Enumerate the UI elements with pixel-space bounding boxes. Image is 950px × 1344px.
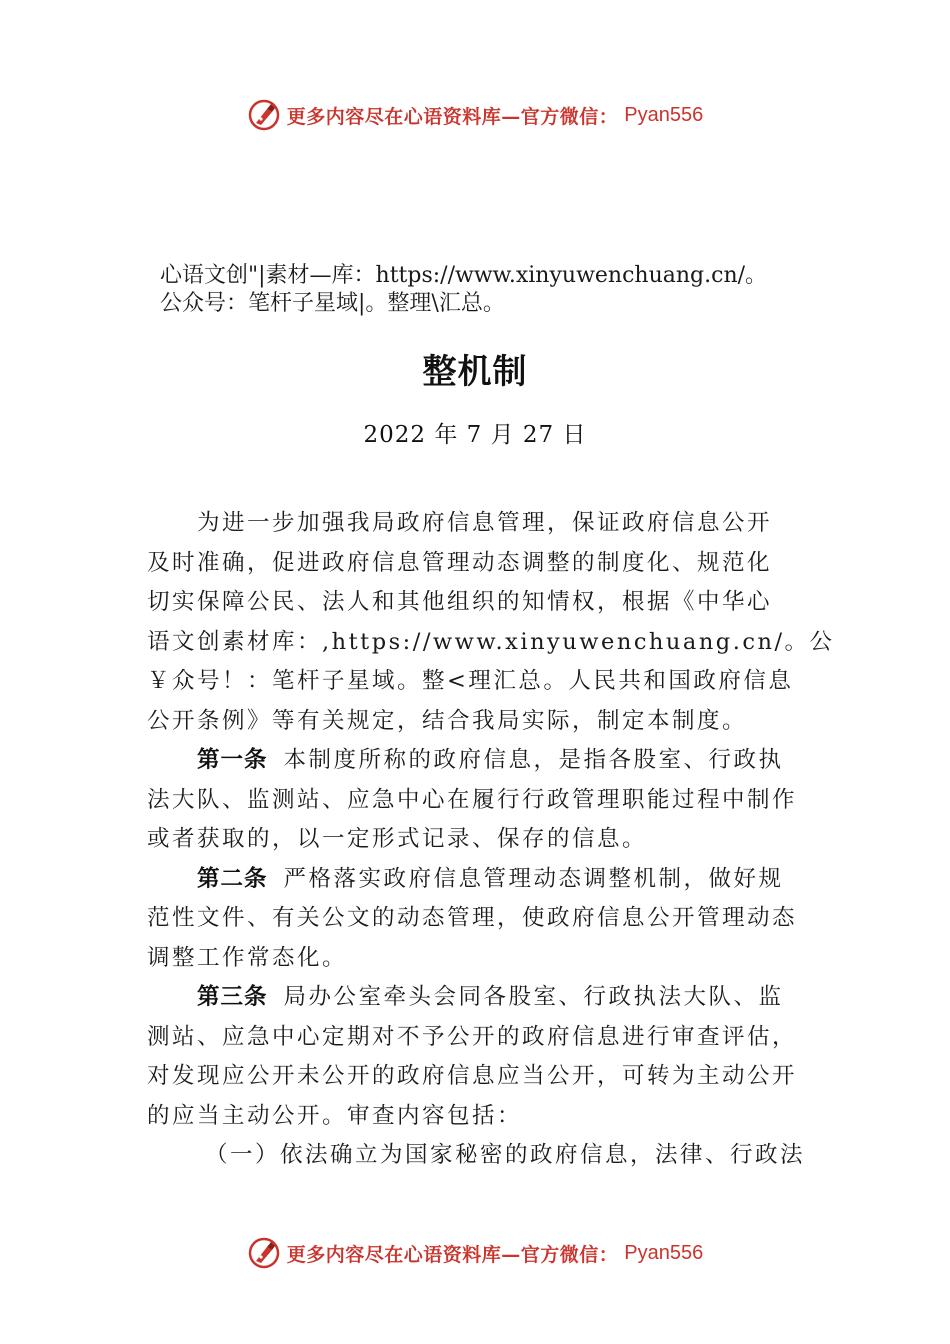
article-line: 调整工作常态化。	[147, 944, 348, 971]
article-3	[147, 978, 807, 1018]
article-line: 对发现应公开未公开的政府信息应当公开，可转为主动公开	[147, 1063, 798, 1089]
article-1-text: 本制度所称的政府信息，是指各股室、行政执	[283, 747, 784, 773]
intro-line: 切实保障公民、法人和其他组织的知情权，根据《中华心	[147, 589, 773, 615]
intro-line: 及时准确，促进政府信息管理动态调整的制度化、规范化	[147, 549, 773, 576]
article-line: 测站、应急中心定期对不予公开的政府信息进行审查评估，	[147, 1023, 798, 1050]
pen-nib-circle-icon	[247, 1236, 281, 1270]
source-notice-line-2: 公众号：笔杆子星域|。整理\汇总。	[160, 291, 505, 316]
intro-line: ￥众号！：笔杆子星域。整<理汇总。人民共和国政府信息	[147, 668, 794, 694]
article-3-label: 第三条	[197, 984, 268, 1010]
article-line: 范性文件、有关公文的动态管理，使政府信息公开管理动态	[147, 905, 798, 931]
pen-nib-circle-icon	[247, 98, 281, 132]
banner-text: 更多内容尽在心语资料库—官方微信：	[286, 1243, 619, 1266]
list-item-1: （一）依法确立为国家秘密的政府信息，法律、行政法	[205, 1142, 806, 1168]
article-1	[147, 741, 807, 781]
header-banner	[0, 93, 950, 137]
article-line: 的应当主动公开。审查内容包括：	[147, 1102, 523, 1129]
article-2	[147, 860, 807, 900]
wechat-handle: Pyan556	[624, 103, 704, 126]
article-2-label: 第二条	[197, 865, 268, 892]
wechat-handle: Pyan556	[624, 1241, 704, 1264]
document-body	[147, 504, 835, 1176]
article-3-text: 局办公室牵头会同各股室、行政执法大队、监	[283, 984, 784, 1010]
document-title: 整机制	[422, 352, 528, 392]
intro-line: 为进一步加强我局政府信息管理，保证政府信息公开	[197, 510, 773, 536]
article-line: 或者获取的，以一定形式记录、保存的信息。	[147, 826, 648, 852]
footer-banner	[0, 1231, 950, 1275]
intro-line: 语文创素材库：,https://www.xinyuwenchuang.cn/。公	[147, 628, 835, 655]
article-line: 法大队、监测站、应急中心在履行行政管理职能过程中制作	[147, 786, 798, 813]
article-1-label: 第一条	[197, 747, 268, 773]
intro-line: 公开条例》等有关规定，结合我局实际，制定本制度。	[147, 707, 748, 734]
article-2-text: 严格落实政府信息管理动态调整机制，做好规	[283, 865, 784, 892]
banner-text: 更多内容尽在心语资料库—官方微信：	[286, 105, 619, 128]
source-notice-line-1: 心语文创"|素材—库：https://www.xinyuwenchuang.cn/。	[160, 263, 768, 288]
document-date: 2022 年 7 月 27 日	[363, 422, 587, 448]
